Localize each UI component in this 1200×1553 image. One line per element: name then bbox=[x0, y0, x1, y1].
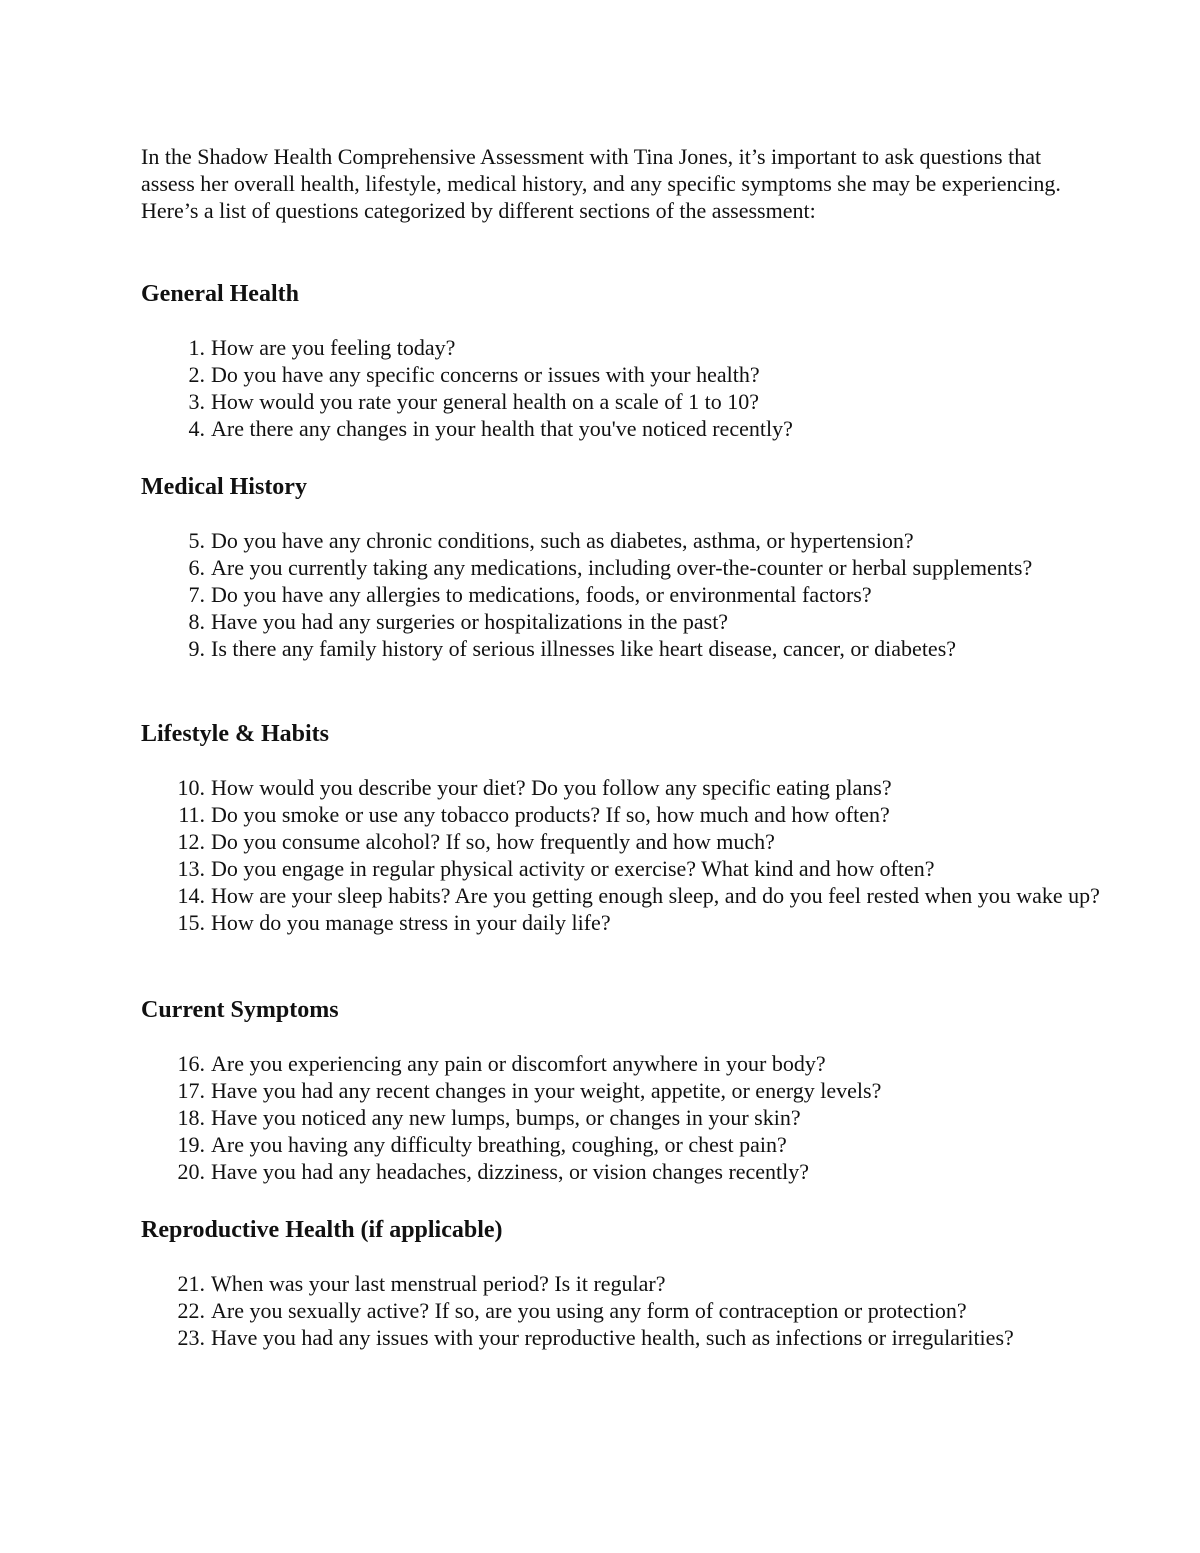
question-number: 15. bbox=[177, 910, 205, 935]
question-item bbox=[141, 1077, 1101, 1104]
section-reproductive-health bbox=[141, 1215, 1101, 1350]
question-list bbox=[141, 1050, 1101, 1185]
question-text: Have you had any recent changes in your weight, appetite, or energy levels? bbox=[211, 1078, 882, 1103]
question-item bbox=[141, 801, 1101, 828]
question-list bbox=[141, 1270, 1101, 1351]
question-text: Have you noticed any new lumps, bumps, or changes in your skin? bbox=[211, 1105, 801, 1130]
question-number: 12. bbox=[177, 829, 205, 854]
question-item bbox=[141, 882, 1101, 909]
question-item bbox=[141, 909, 1101, 936]
question-text: How would you rate your general health on a scale of 1 to 10? bbox=[211, 389, 759, 414]
question-number: 17. bbox=[177, 1078, 205, 1103]
question-number: 13. bbox=[177, 856, 205, 881]
question-item bbox=[141, 1158, 1101, 1185]
question-number: 6. bbox=[188, 555, 205, 580]
question-item bbox=[141, 415, 1101, 442]
question-number: 14. bbox=[177, 883, 205, 908]
question-number: 16. bbox=[177, 1051, 205, 1076]
question-number: 20. bbox=[177, 1159, 205, 1184]
question-number: 19. bbox=[177, 1132, 205, 1157]
question-text: Do you have any allergies to medications, foods, or environmental factors? bbox=[211, 582, 872, 607]
question-item bbox=[141, 608, 1101, 635]
question-item bbox=[141, 1131, 1101, 1158]
question-number: 9. bbox=[188, 636, 205, 661]
question-list bbox=[141, 334, 1101, 442]
question-item bbox=[141, 828, 1101, 855]
question-text: Have you had any headaches, dizziness, or vision changes recently? bbox=[211, 1159, 810, 1184]
question-text: Are you experiencing any pain or discomfort anywhere in your body? bbox=[211, 1051, 826, 1076]
section-medical-history bbox=[141, 472, 1101, 661]
question-item bbox=[141, 635, 1101, 662]
question-number: 18. bbox=[177, 1105, 205, 1130]
section-lifestyle-habits bbox=[141, 719, 1101, 935]
question-item bbox=[141, 855, 1101, 882]
section-heading: Current Symptoms bbox=[141, 997, 339, 1023]
intro-paragraph: In the Shadow Health Comprehensive Assessment with Tina Jones, it’s important to ask questions that assess her overall health, lifestyle, medical history, and any specific symptoms she may be experiencing. Here’s a list of questions categorized by different sections of the assessment: bbox=[141, 144, 1061, 223]
section-general-health bbox=[141, 279, 1101, 441]
section-heading: Reproductive Health (if applicable) bbox=[141, 1217, 503, 1243]
question-item bbox=[141, 334, 1101, 361]
question-text: Are you currently taking any medications, including over-the-counter or herbal supplements? bbox=[211, 555, 1033, 580]
question-text: Do you consume alcohol? If so, how frequently and how much? bbox=[211, 829, 775, 854]
question-list bbox=[141, 527, 1101, 662]
question-number: 1. bbox=[188, 335, 205, 360]
question-number: 11. bbox=[178, 802, 205, 827]
question-list bbox=[141, 774, 1101, 936]
question-text: Do you have any specific concerns or issues with your health? bbox=[211, 362, 760, 387]
question-number: 3. bbox=[188, 389, 205, 414]
question-item bbox=[141, 581, 1101, 608]
question-item bbox=[141, 1270, 1101, 1297]
question-number: 5. bbox=[188, 528, 205, 553]
question-item bbox=[141, 1050, 1101, 1077]
question-text: How do you manage stress in your daily life? bbox=[211, 910, 611, 935]
question-item bbox=[141, 554, 1101, 581]
question-number: 10. bbox=[177, 775, 205, 800]
question-item bbox=[141, 1324, 1101, 1351]
question-item bbox=[141, 774, 1101, 801]
question-item bbox=[141, 361, 1101, 388]
question-text: Do you smoke or use any tobacco products? If so, how much and how often? bbox=[211, 802, 890, 827]
question-text: How are your sleep habits? Are you getting enough sleep, and do you feel rested when you wake up? bbox=[211, 883, 1100, 908]
question-item bbox=[141, 388, 1101, 415]
section-heading: Lifestyle & Habits bbox=[141, 721, 329, 747]
question-number: 2. bbox=[188, 362, 205, 387]
question-text: Are you having any difficulty breathing, coughing, or chest pain? bbox=[211, 1132, 787, 1157]
section-heading: Medical History bbox=[141, 474, 307, 500]
question-item bbox=[141, 1104, 1101, 1131]
question-number: 22. bbox=[177, 1298, 205, 1323]
question-text: Have you had any issues with your reproductive health, such as infections or irregularities? bbox=[211, 1325, 1014, 1350]
question-text: How would you describe your diet? Do you follow any specific eating plans? bbox=[211, 775, 892, 800]
question-text: How are you feeling today? bbox=[211, 335, 456, 360]
question-number: 4. bbox=[188, 416, 205, 441]
question-text: When was your last menstrual period? Is it regular? bbox=[211, 1271, 666, 1296]
question-number: 23. bbox=[177, 1325, 205, 1350]
question-number: 21. bbox=[177, 1271, 205, 1296]
section-current-symptoms bbox=[141, 995, 1101, 1184]
question-text: Do you have any chronic conditions, such as diabetes, asthma, or hypertension? bbox=[211, 528, 914, 553]
question-item bbox=[141, 527, 1101, 554]
question-number: 7. bbox=[188, 582, 205, 607]
section-heading: General Health bbox=[141, 281, 299, 307]
question-item bbox=[141, 1297, 1101, 1324]
question-text: Are there any changes in your health that you've noticed recently? bbox=[211, 416, 793, 441]
question-text: Are you sexually active? If so, are you using any form of contraception or protection? bbox=[211, 1298, 967, 1323]
question-text: Is there any family history of serious illnesses like heart disease, cancer, or diabetes? bbox=[211, 636, 957, 661]
question-text: Do you engage in regular physical activity or exercise? What kind and how often? bbox=[211, 856, 935, 881]
question-text: Have you had any surgeries or hospitalizations in the past? bbox=[211, 609, 729, 634]
question-number: 8. bbox=[188, 609, 205, 634]
